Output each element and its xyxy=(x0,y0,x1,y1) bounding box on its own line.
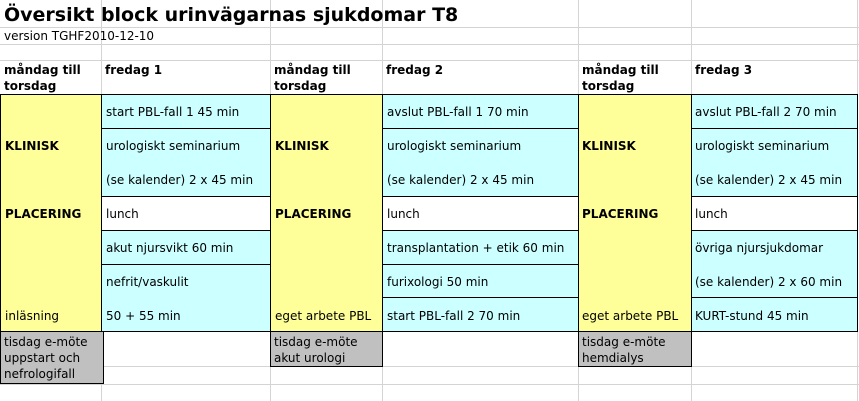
week1-right-header: fredag 1 xyxy=(105,63,163,77)
week2-eget-arbete-label: eget arbete PBL xyxy=(275,309,372,323)
week2-right-header: fredag 2 xyxy=(386,63,444,77)
week2-item-2: urologiskt seminarium xyxy=(387,139,522,153)
week3-note: tisdag e-möte hemdialys xyxy=(582,335,666,365)
week2-left-header: måndag till torsdag xyxy=(274,63,351,93)
week2-klinisk-label: KLINISK xyxy=(275,139,329,153)
week1-placering-label: PLACERING xyxy=(5,207,82,221)
week3-item-5: övriga njursjukdomar xyxy=(695,241,824,255)
week2-item-6: furixologi 50 min xyxy=(387,275,489,289)
week1-note: tisdag e-möte uppstart och nefrologifall xyxy=(4,335,88,381)
week1-item-5: akut njursvikt 60 min xyxy=(106,241,234,255)
week1-item-7: 50 + 55 min xyxy=(106,309,181,323)
week2-item-7: start PBL-fall 2 70 min xyxy=(387,309,521,323)
gridline xyxy=(0,384,859,385)
week2-item-lunch: lunch xyxy=(387,207,420,221)
week1-item-lunch: lunch xyxy=(106,207,139,221)
week1-left-header: måndag till torsdag xyxy=(4,63,81,93)
week2-placering-label: PLACERING xyxy=(275,207,352,221)
week2-item-1: avslut PBL-fall 1 70 min xyxy=(387,105,529,119)
gridline xyxy=(0,366,859,367)
week2-item-3: (se kalender) 2 x 45 min xyxy=(387,173,535,187)
week2-note: tisdag e-möte akut urologi xyxy=(274,335,358,365)
week3-right-header: fredag 3 xyxy=(695,63,753,77)
week1-item-1: start PBL-fall 1 45 min xyxy=(106,105,240,119)
week1-item-3: (se kalender) 2 x 45 min xyxy=(106,173,254,187)
week3-item-1: avslut PBL-fall 2 70 min xyxy=(695,105,837,119)
page-title: Översikt block urinvägarnas sjukdomar T8 xyxy=(4,4,459,26)
gridline xyxy=(0,60,859,61)
week3-item-2: urologiskt seminarium xyxy=(695,139,830,153)
week1-inlasning-label: inläsning xyxy=(5,309,60,323)
week3-placering-label: PLACERING xyxy=(582,207,659,221)
week3-item-3: (se kalender) 2 x 45 min xyxy=(695,173,843,187)
week3-eget-arbete-label: eget arbete PBL xyxy=(582,309,679,323)
week1-item-6: nefrit/vaskulit xyxy=(106,275,189,289)
version-label: version TGHF2010-12-10 xyxy=(4,29,155,43)
week3-klinisk-label: KLINISK xyxy=(582,139,636,153)
week3-item-lunch: lunch xyxy=(695,207,728,221)
week3-left-header: måndag till torsdag xyxy=(582,63,659,93)
week3-item-6: (se kalender) 2 x 60 min xyxy=(695,275,843,289)
gridline xyxy=(0,44,859,45)
week1-item-2: urologiskt seminarium xyxy=(106,139,241,153)
week2-item-5: transplantation + etik 60 min xyxy=(387,241,565,255)
week1-klinisk-label: KLINISK xyxy=(5,139,59,153)
week3-item-7: KURT-stund 45 min xyxy=(695,309,809,323)
